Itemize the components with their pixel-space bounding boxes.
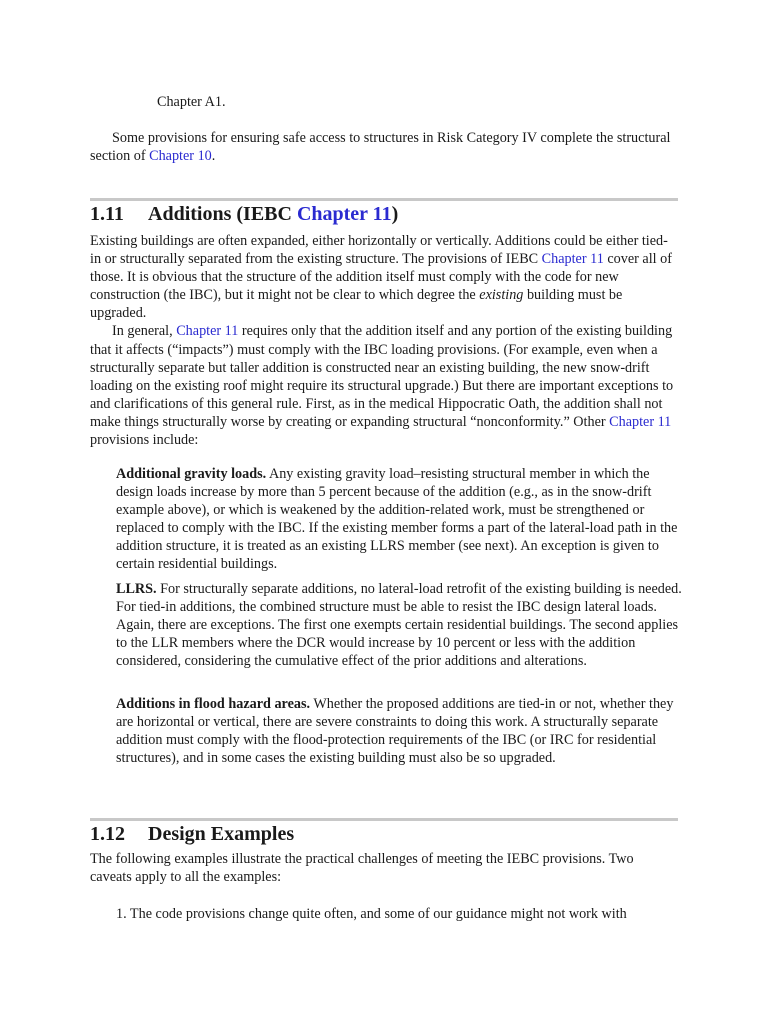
chapter-11-link[interactable]: Chapter 11 [541, 251, 604, 268]
list-item: Additional gravity loads. Any existing gravity load–resisting structural member in which the design loads increase by more than 5 percent because of the addition (e.g., as in the snow-drift example above), or which is weakened by the addition-related work, must be strengthened or replaced to comply with the IBC. If the existing member forms a part of the lateral-load path in the addition structure, it is treated as an existing LLRS member (see next). An exception is given to certain residential buildings. [116, 466, 678, 573]
chapter-10-link[interactable]: Chapter 10 [149, 148, 212, 165]
section-heading-1-11: 1.11 Additions (IEBC Chapter 11) [90, 203, 399, 225]
section-number: 1.11 [90, 203, 124, 225]
paragraph: Existing buildings are often expanded, either horizontally or vertically. Additions could be either tied-in or structurally separated from the existing structure. The provisions of IEBC Chapter 11 cover all of those. It is obvious that the structure of the addition itself must comply with the code for new construction (the IBC), but it might not be clear to which degree the existing building must be upgraded. [90, 233, 672, 322]
section-number: 1.12 [90, 823, 125, 845]
intro-paragraph: Some provisions for ensuring safe access to structures in Risk Category IV complete the structural section of Chapter 10. [90, 130, 671, 165]
section-heading-1-12: 1.12 Design Examples [90, 823, 295, 845]
list-item: LLRS. For structurally separate additions, no lateral-load retrofit of the existing building is needed. For tied-in additions, the combined structure must be able to resist the IBC design lateral loads. Again, there are exceptions. The first one exempts certain residential buildings. The second applies to the LLR members where the DCR would increase by 10 percent or less with the addition considered, considering the cumulative effect of the prior additions and alterations. [116, 581, 682, 670]
section-1-11-body [90, 232, 678, 449]
list-item: 1. The code provisions change quite often, and some of our guidance might not work with [116, 906, 627, 922]
paragraph: In general, Chapter 11 requires only that the addition itself and any portion of the existing building that it affects (“impacts”) must comply with the IBC loading provisions. (For example, even when a structurally separate but taller addition is constructed near an existing building, the new snow-drift loading on the existing roof might require its structural upgrade.) But there are important exceptions to and clarifications of this general rule. First, as in the medical Hippocratic Oath, the addition shall not make things structurally worse by creating or expanding structural “nonconformity.” Other Chapter 11 provisions include: [90, 323, 674, 449]
chapter-reference: Chapter A1. [157, 94, 226, 110]
chapter-11-heading-link[interactable]: Chapter 11 [296, 203, 392, 225]
list-item: Additions in flood hazard areas. Whether the proposed additions are tied-in or not, whether they are horizontal or vertical, there are severe constraints to doing this work. A structurally separate addition must comply with the flood-protection requirements of the IBC (or IRC for residential structures), and in some cases the existing building must also be so upgraded. [116, 696, 674, 767]
chapter-11-link[interactable]: Chapter 11 [176, 323, 239, 340]
chapter-11-link[interactable]: Chapter 11 [609, 413, 672, 430]
paragraph: The following examples illustrate the practical challenges of meeting the IEBC provisions. Two caveats apply to all the examples: [90, 851, 634, 886]
